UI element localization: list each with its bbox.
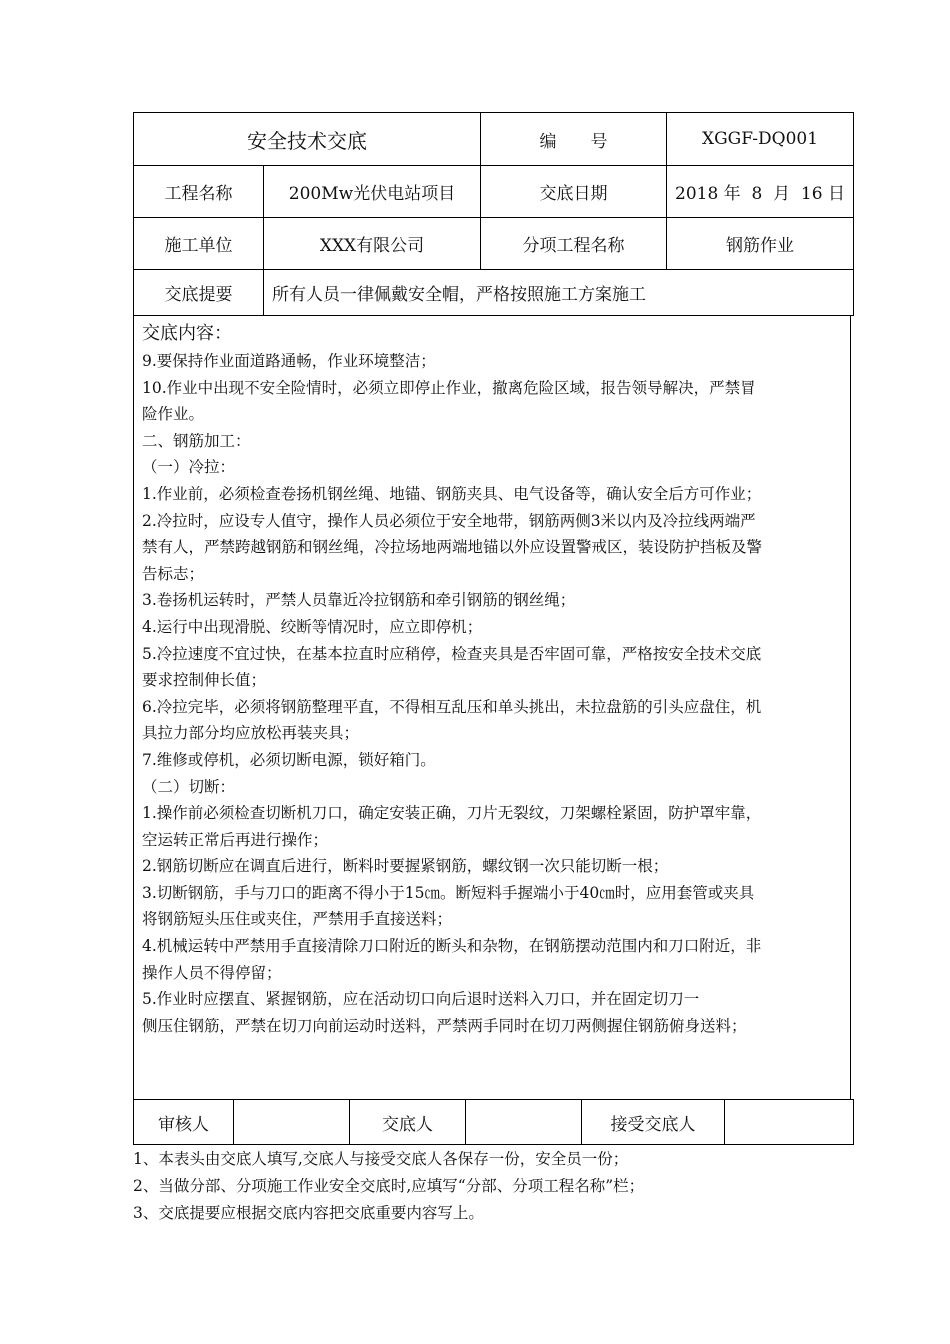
content-line: 禁有人，严禁跨越钢筋和钢丝绳，冷拉场地两端地锚以外应设置警戒区，装设防护挡板及警 bbox=[142, 538, 763, 557]
content-line: 3.切断钢筋，手与刀口的距离不得小于15㎝。断短料手握端小于40㎝时，应用套管或夹具 bbox=[142, 883, 755, 902]
sub-project-value: 钢筋作业 bbox=[667, 218, 854, 270]
project-label: 工程名称 bbox=[134, 166, 264, 218]
receiver-field[interactable] bbox=[725, 1100, 854, 1145]
presenter-field[interactable] bbox=[466, 1100, 582, 1145]
content-line: 险作业。 bbox=[142, 405, 205, 424]
receiver-label: 接受交底人 bbox=[582, 1100, 725, 1145]
content-line: 9.要保持作业面道路通畅，作业环境整洁； bbox=[142, 352, 436, 370]
summary-value: 所有人员一律佩戴安全帽，严格按照施工方案施工 bbox=[264, 270, 854, 316]
footnotes bbox=[133, 1146, 893, 1227]
content-line: 1.操作前必须检查切断机刀口，确定安装正确，刀片无裂纹，刀架螺栓紧固，防护罩牢靠， bbox=[142, 804, 762, 823]
content-line: 2.冷拉时，应设专人值守，操作人员必须位于安全地带，钢筋两侧3米以内及冷拉线两端严 bbox=[142, 511, 756, 530]
briefing-content bbox=[133, 316, 851, 1099]
content-line: 将钢筋短头压住或夹住，严禁用手直接送料； bbox=[142, 910, 453, 929]
unit-value: XXX有限公司 bbox=[264, 218, 481, 270]
content-line: 10.作业中出现不安全险情时，必须立即停止作业，撤离危险区域，报告领导解决，严禁冒 bbox=[142, 378, 756, 397]
content-line: 3.卷扬机运转时，严禁人员靠近冷拉钢筋和牵引钢筋的钢丝绳； bbox=[142, 591, 576, 610]
content-line: 5.冷拉速度不宜过快，在基本拉直时应稍停，检查夹具是否牢固可靠，严格按安全技术交底 bbox=[142, 644, 762, 663]
content-line: （一）冷拉： bbox=[142, 458, 236, 477]
date-label: 交底日期 bbox=[481, 166, 667, 218]
content-line: 告标志； bbox=[142, 564, 205, 583]
content-line: 侧压住钢筋，严禁在切刀向前运动时送料，严禁两手同时在切刀两侧握住钢筋俯身送料； bbox=[142, 1016, 747, 1035]
content-line: （二）切断： bbox=[142, 777, 236, 796]
content-line: 2.钢筋切断应在调直后进行，断料时要握紧钢筋，螺纹钢一次只能切断一根； bbox=[142, 857, 669, 876]
form-title: 安全技术交底 bbox=[134, 113, 481, 166]
unit-label: 施工单位 bbox=[134, 218, 264, 270]
content-line: 7.维修或停机，必须切断电源，锁好箱门。 bbox=[142, 750, 436, 769]
content-line: 5.作业时应摆直、紧握钢筋，应在活动切口向后退时送料入刀口，并在固定切刀一 bbox=[142, 990, 700, 1009]
content-line: 空运转正常后再进行操作； bbox=[142, 830, 329, 849]
content-heading: 交底内容： bbox=[142, 323, 232, 344]
footnote: 3、交底提要应根据交底内容把交底重要内容写上。 bbox=[133, 1204, 484, 1222]
content-line: 6.冷拉完毕，必须将钢筋整理平直，不得相互乱压和单头挑出，未拉盘筋的引头应盘住，机 bbox=[142, 697, 762, 716]
reviewer-label: 审核人 bbox=[134, 1100, 234, 1145]
content-line: 4.机械运转中严禁用手直接清除刀口附近的断头和杂物，在钢筋摆动范围内和刀口附近，非 bbox=[142, 937, 762, 956]
content-line: 二、钢筋加工： bbox=[142, 431, 251, 450]
sub-project-label: 分项工程名称 bbox=[481, 218, 667, 270]
summary-label: 交底提要 bbox=[134, 270, 264, 316]
number-label: 编 号 bbox=[481, 113, 667, 166]
content-line: 操作人员不得停留； bbox=[142, 963, 282, 982]
project-value: 200Mw光伏电站项目 bbox=[264, 166, 481, 218]
signature-table bbox=[133, 1099, 854, 1145]
reviewer-field[interactable] bbox=[234, 1100, 350, 1145]
footnote: 2、当做分部、分项施工作业安全交底时,应填写“分部、分项工程名称”栏； bbox=[133, 1177, 645, 1195]
content-line: 具拉力部分均应放松再装夹具； bbox=[142, 724, 360, 743]
content-line: 4.运行中出现滑脱、绞断等情况时，应立即停机； bbox=[142, 617, 483, 636]
content-lines bbox=[142, 348, 842, 1039]
content-line: 要求控制伸长值； bbox=[142, 671, 267, 690]
number-value: XGGF-DQ001 bbox=[667, 113, 854, 166]
presenter-label: 交底人 bbox=[350, 1100, 466, 1145]
footnote: 1、本表头由交底人填写,交底人与接受交底人各保存一份，安全员一份； bbox=[133, 1150, 629, 1168]
content-line: 1.作业前，必须检查卷扬机钢丝绳、地锚、钢筋夹具、电气设备等，确认安全后方可作业； bbox=[142, 484, 762, 503]
header-table bbox=[133, 112, 854, 316]
date-value: 2018 年 8 月 16 日 bbox=[667, 166, 854, 218]
safety-briefing-form bbox=[133, 112, 853, 1145]
